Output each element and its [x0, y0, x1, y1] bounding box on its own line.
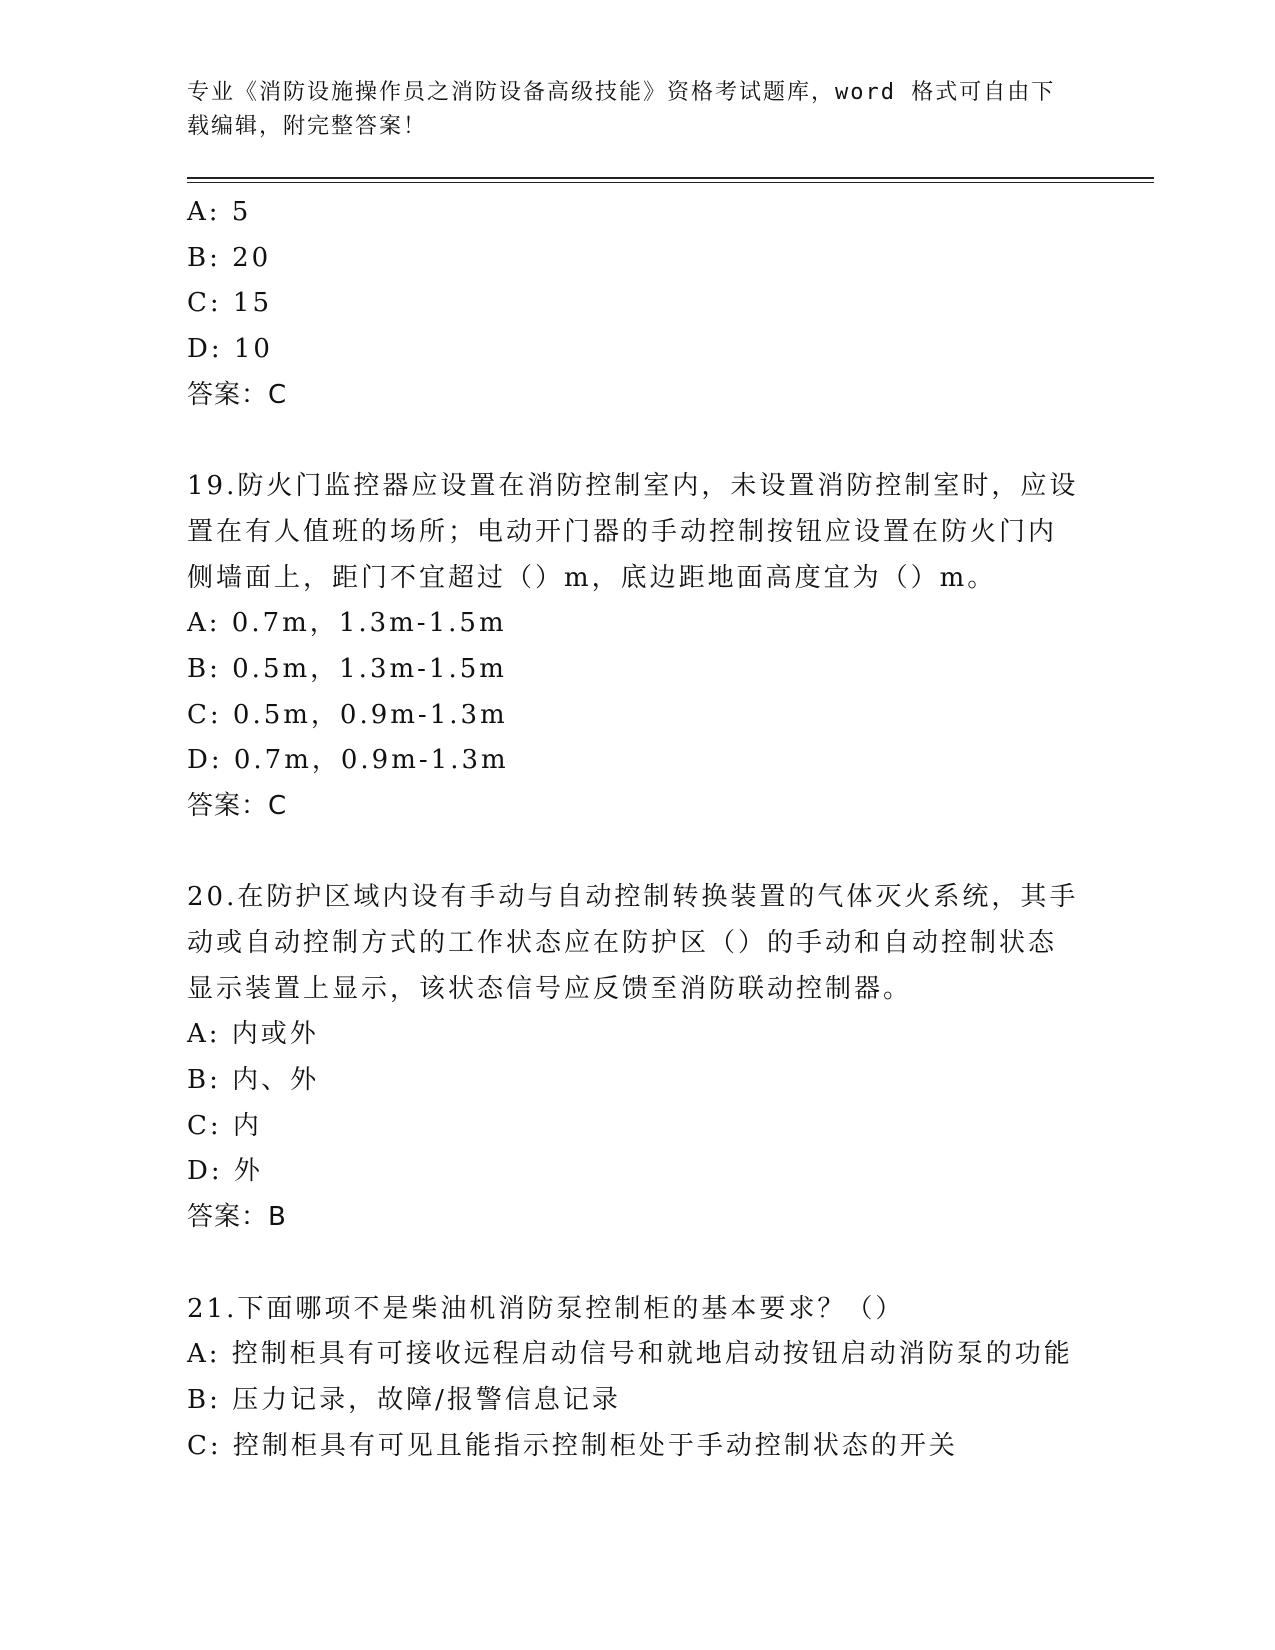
question-text-line: 21.下面哪项不是柴油机消防泵控制柜的基本要求？（） [187, 1293, 905, 1324]
header-line-2: 载编辑，附完整答案！ [187, 114, 428, 139]
spacer [187, 1241, 1087, 1287]
header-rule-thin [187, 182, 1154, 183]
option-d: D: 外 [187, 1156, 263, 1187]
question-text-line: 20.在防护区域内设有手动与自动控制转换装置的气体灭火系统，其手 [187, 882, 1079, 913]
question-text-line: 置在有人值班的场所；电动开门器的手动控制按钮应设置在防火门内 [187, 516, 1058, 547]
option-c: C: 控制柜具有可见且能指示控制柜处于手动控制状态的开关 [187, 1430, 958, 1461]
answer: 答案：B [187, 1202, 287, 1233]
answer: 答案：C [187, 379, 288, 410]
option-a: A: 0.7m，1.3m-1.5m [187, 608, 507, 639]
option-d: D: 10 [187, 334, 273, 365]
option-b: B: 内、外 [187, 1065, 320, 1096]
option-c: C: 0.5m，0.9m-1.3m [187, 699, 508, 730]
option-b: B: 压力记录，故障/报警信息记录 [187, 1384, 621, 1415]
option-b: B: 20 [187, 242, 272, 273]
option-a: A: 控制柜具有可接收远程启动信号和就地启动按钮启动消防泵的功能 [187, 1339, 1073, 1370]
option-c: C: 内 [187, 1110, 262, 1141]
document-header [187, 76, 1087, 144]
answer: 答案：C [187, 790, 288, 821]
header-rule-thick [187, 177, 1154, 179]
question-text-line: 显示装置上显示，该状态信号应反馈至消防联动控制器。 [187, 973, 913, 1004]
question-21 [187, 1287, 1087, 1470]
option-d: D: 0.7m，0.9m-1.3m [187, 745, 509, 776]
question-text-line: 19.防火门监控器应设置在消防控制室内，未设置消防控制室时，应设 [187, 471, 1079, 502]
question-18-tail [187, 190, 1087, 418]
option-b: B: 0.5m，1.3m-1.5m [187, 653, 507, 684]
question-20 [187, 875, 1087, 1241]
option-a: A: 内或外 [187, 1019, 319, 1050]
question-text-line: 侧墙面上，距门不宜超过（）m，底边距地面高度宜为（）m。 [187, 562, 997, 593]
option-a: A: 5 [187, 197, 252, 227]
question-list [187, 190, 1087, 1469]
spacer [187, 418, 1087, 464]
header-line-1: 专业《消防设施操作员之消防设备高级技能》资格考试题库，word 格式可自由下 [187, 80, 1056, 105]
question-text-line: 动或自动控制方式的工作状态应在防护区（）的手动和自动控制状态 [187, 928, 1058, 958]
spacer [187, 830, 1087, 876]
option-c: C: 15 [187, 288, 273, 319]
question-19 [187, 464, 1087, 830]
